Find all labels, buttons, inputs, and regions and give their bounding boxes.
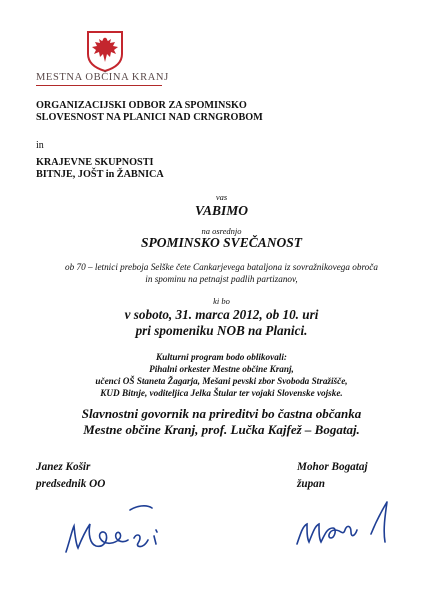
communities-line-1: KRAJEVNE SKUPNOSTI: [36, 157, 154, 168]
signatory-right-name: Mohor Bogataj: [297, 461, 368, 473]
event-date-place: [0, 307, 443, 339]
handwritten-signature-right: [291, 494, 399, 554]
program-line-3: učenci OŠ Staneta Žagarja, Mešani pevski zbor Svoboda Stražišče,: [95, 376, 348, 386]
speaker-line-1: Slavnostni govornik na prireditvi bo častna občanka: [81, 406, 362, 421]
program-line-4: KUD Bitnje, voditeljica Jelka Štular ter vojaki Slovenske vojske.: [100, 388, 343, 398]
signatory-right: [297, 459, 368, 493]
committee-line-1: ORGANIZACIJSKI ODBOR ZA SPOMINSKO: [36, 100, 247, 111]
na-osrednjo-text: na osrednjo: [201, 226, 242, 236]
committee-line-2: SLOVESNOST NA PLANICI NAD CRNGROBOM: [36, 112, 263, 123]
occasion-line-2: in spominu na petnajst padlih partizanov,: [145, 274, 298, 284]
signatory-right-title: župan: [297, 478, 325, 490]
communities-line-2: BITNJE, JOŠT in ŽABNICA: [36, 169, 164, 180]
local-communities: [36, 157, 164, 181]
municipality-name: MESTNA OBČINA KRANJ: [36, 72, 169, 83]
keynote-speaker: [0, 406, 443, 438]
handwritten-signature-left: [60, 500, 168, 560]
program-line-1: Kulturni program bodo oblikovali:: [156, 352, 287, 362]
vas-text: vas: [215, 192, 228, 202]
organizing-committee: [36, 100, 263, 124]
header-divider: [36, 85, 162, 86]
municipality-crest-logo: [86, 30, 124, 72]
occasion-line-1: ob 70 – letnici preboja Selške čete Cankarjevega bataljona iz sovražnikovega obroča: [65, 262, 378, 272]
event-title: SPOMINSKO SVEČANOST: [141, 235, 302, 250]
speaker-line-2: Mestne občine Kranj, prof. Lučka Kajfež – Bogataj.: [83, 422, 360, 437]
signatory-left: [36, 459, 105, 493]
event-place: pri spomeniku NOB na Planici.: [135, 323, 308, 338]
cultural-program: [0, 351, 443, 399]
signatory-left-name: Janez Košir: [36, 461, 91, 473]
occasion-text: [0, 261, 443, 285]
event-date: v soboto, 31. marca 2012, ob 10. uri: [124, 307, 319, 322]
ki-bo-text: ki bo: [213, 296, 230, 306]
program-line-2: Pihalni orkester Mestne občine Kranj,: [149, 364, 294, 374]
eagle-crest-icon: [86, 30, 124, 72]
conjunction-text: in: [36, 140, 44, 151]
invitation-heading: VABIMO: [194, 203, 249, 218]
signatory-left-title: predsednik OO: [36, 478, 106, 490]
